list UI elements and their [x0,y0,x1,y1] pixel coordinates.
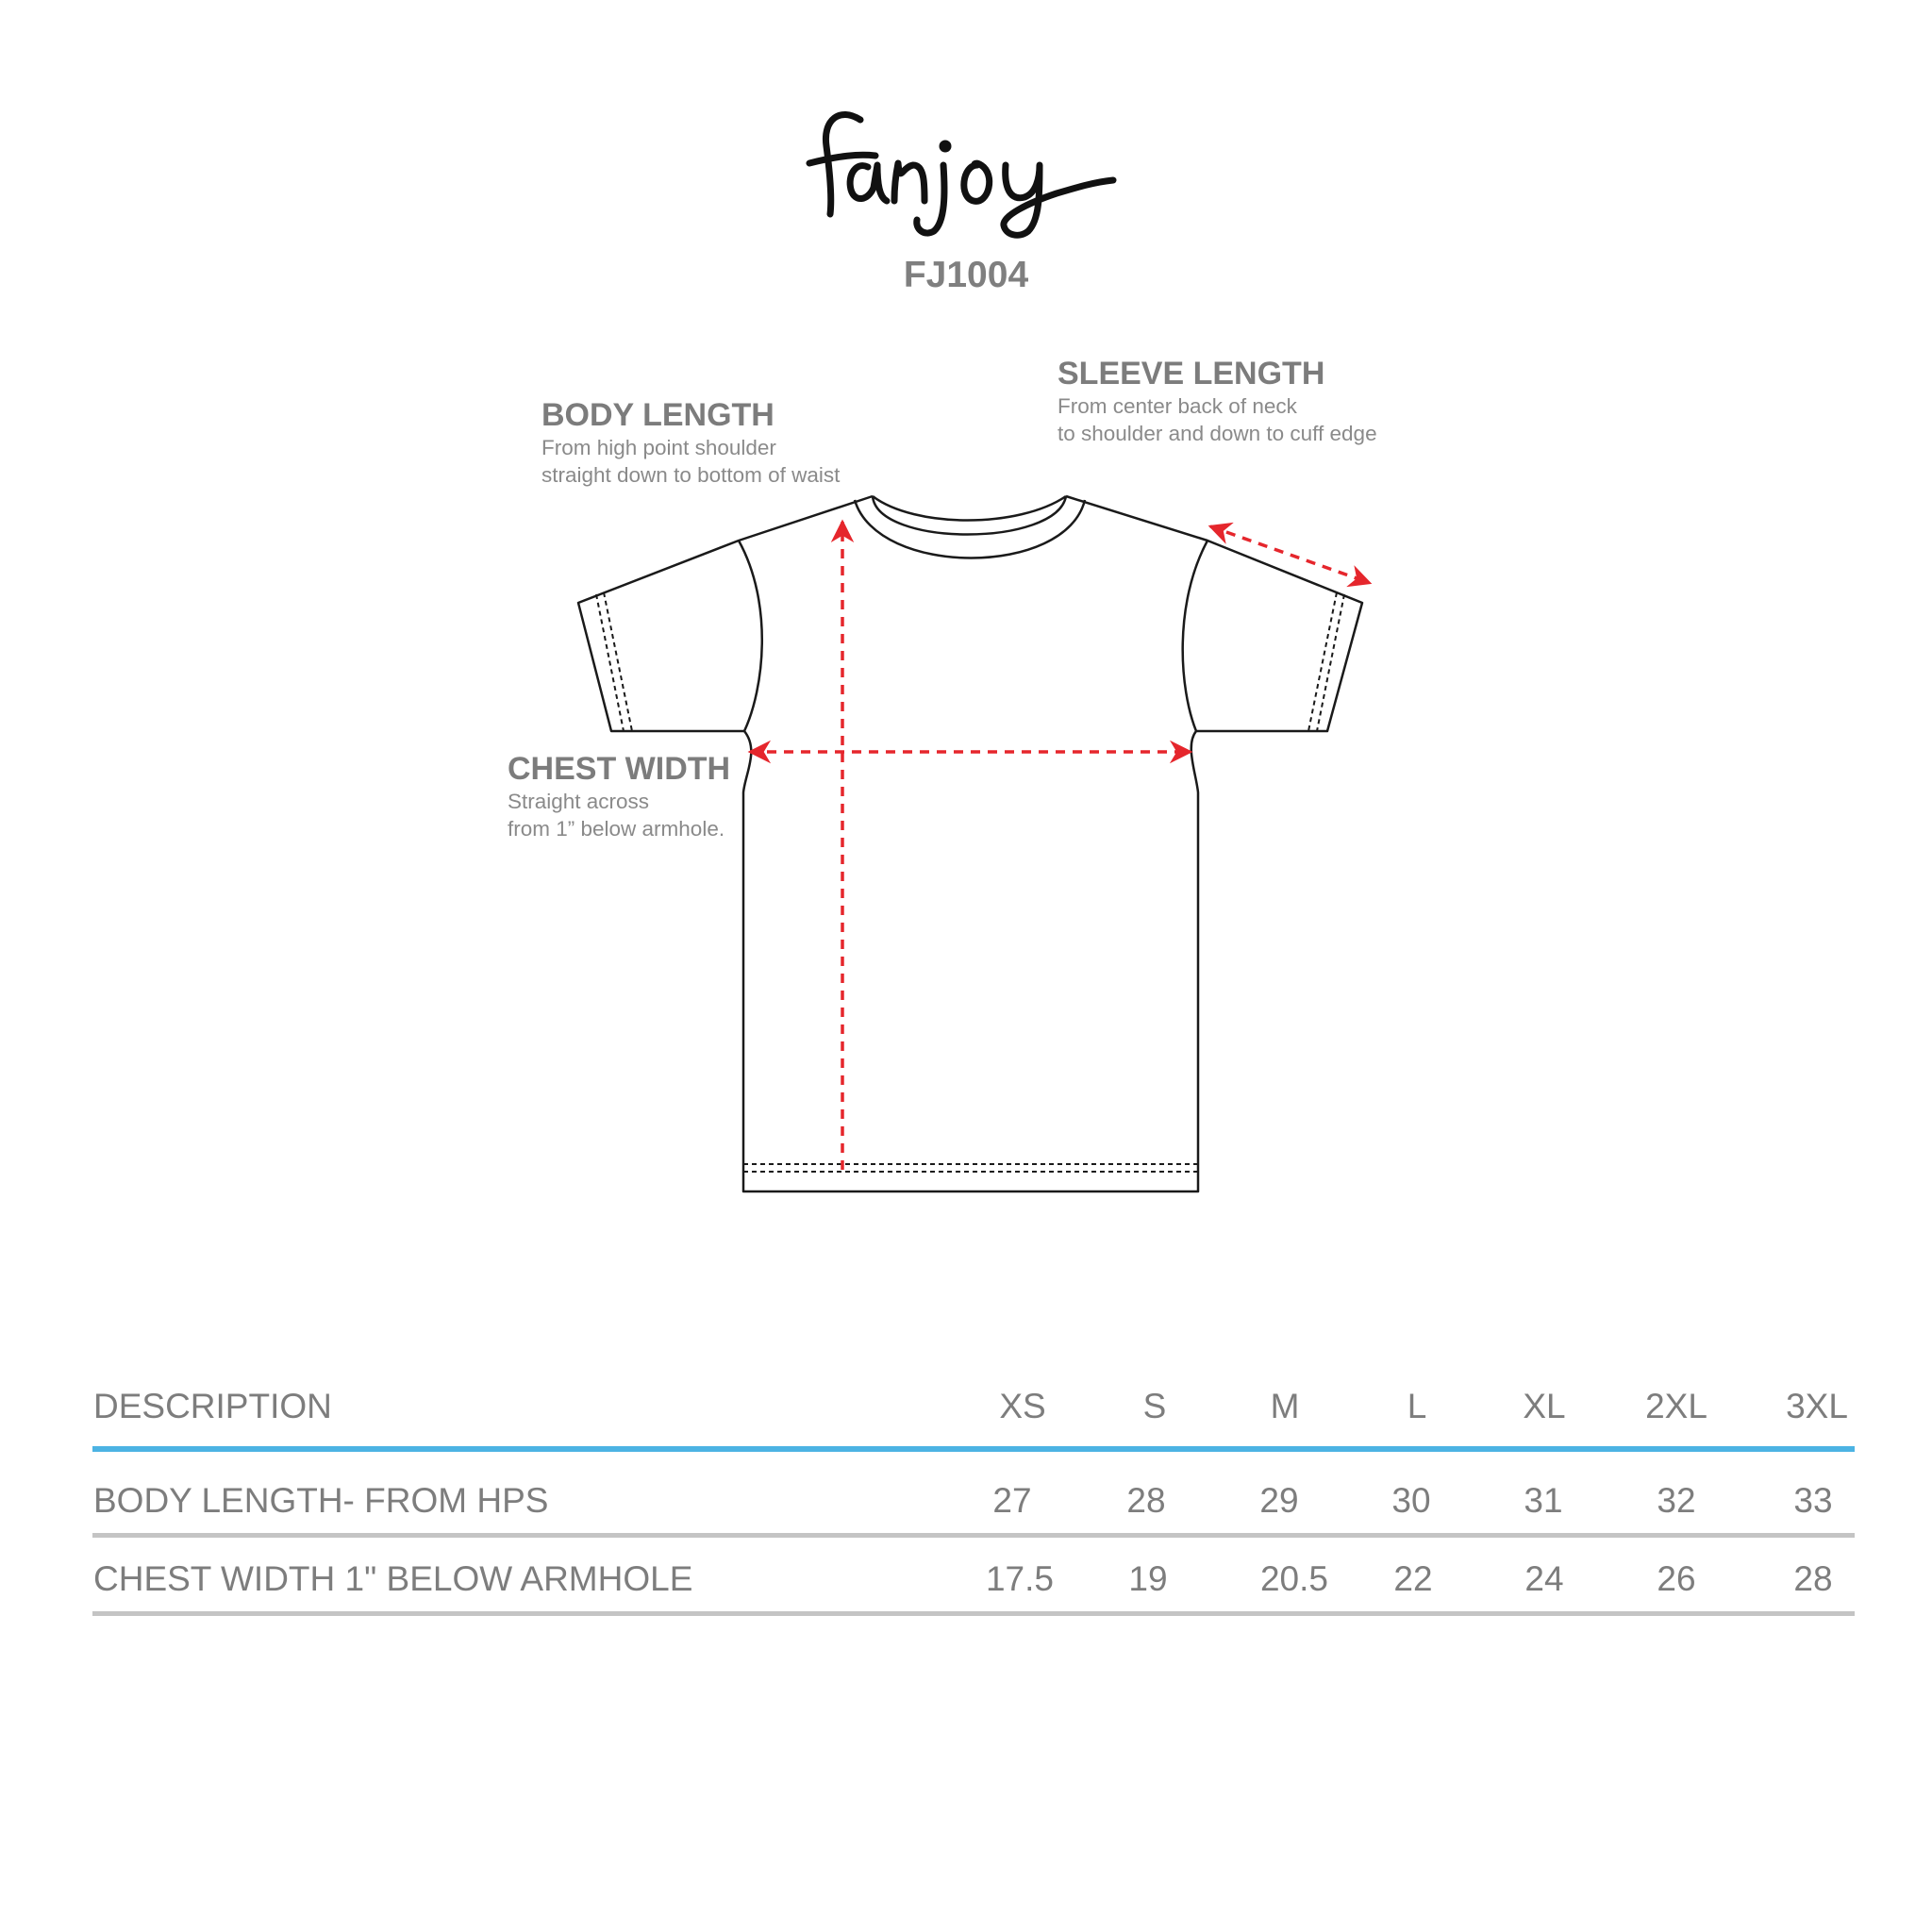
row-value: 27 [992,1481,1032,1520]
row-value: 17.5 [985,1559,1054,1598]
table-row [0,1481,1932,1528]
collar-inner [855,500,1085,558]
header-rule [92,1446,1855,1452]
row-value: 29 [1259,1481,1299,1520]
row-value: 28 [1793,1559,1833,1598]
chest-width-label [508,750,730,842]
row-label: BODY LENGTH- FROM HPS [93,1481,549,1520]
row-value: 24 [1524,1559,1564,1598]
body-length-label [541,396,840,489]
row-value: 31 [1524,1481,1563,1520]
row-value: 28 [1126,1481,1166,1520]
row-value: 20.5 [1259,1559,1328,1598]
body-length-title: BODY LENGTH [541,397,774,433]
sleeve-length-label [1058,355,1377,447]
chest-width-desc-1: Straight across [508,790,650,813]
header-size-s: S [1142,1387,1167,1425]
sleeve-length-title: SLEEVE LENGTH [1058,356,1325,391]
chest-width-title: CHEST WIDTH [508,751,731,787]
sleeve-length-desc-1: From center back of neck [1058,394,1297,418]
row-label: CHEST WIDTH 1" BELOW ARMHOLE [93,1559,693,1598]
row-value: 19 [1128,1559,1168,1598]
table-header [0,1387,1932,1434]
row-value: 32 [1657,1481,1696,1520]
header-size-3xl: 3XL [1786,1387,1848,1425]
model-code: FJ1004 [903,255,1029,295]
row-value: 26 [1657,1559,1696,1598]
header-size-m: M [1270,1387,1300,1425]
sleeve-length-desc-2: to shoulder and down to cuff edge [1058,422,1377,445]
row-value: 33 [1793,1481,1833,1520]
row-value: 30 [1391,1481,1431,1520]
body-length-desc-2: straight down to bottom of waist [541,463,841,487]
tshirt-outline [578,496,1362,1191]
collar-outer [873,496,1066,521]
row-rule [92,1611,1855,1616]
header-description: DESCRIPTION [93,1387,332,1425]
header-size-2xl: 2XL [1645,1387,1707,1425]
row-rule [92,1533,1855,1538]
header-size-l: L [1407,1387,1427,1425]
table-row [0,1559,1932,1607]
header-size-xs: XS [999,1387,1046,1425]
body-length-desc-1: From high point shoulder [541,436,776,459]
header-size-xl: XL [1523,1387,1566,1425]
row-value: 22 [1393,1559,1433,1598]
chest-width-desc-2: from 1” below armhole. [508,817,725,841]
